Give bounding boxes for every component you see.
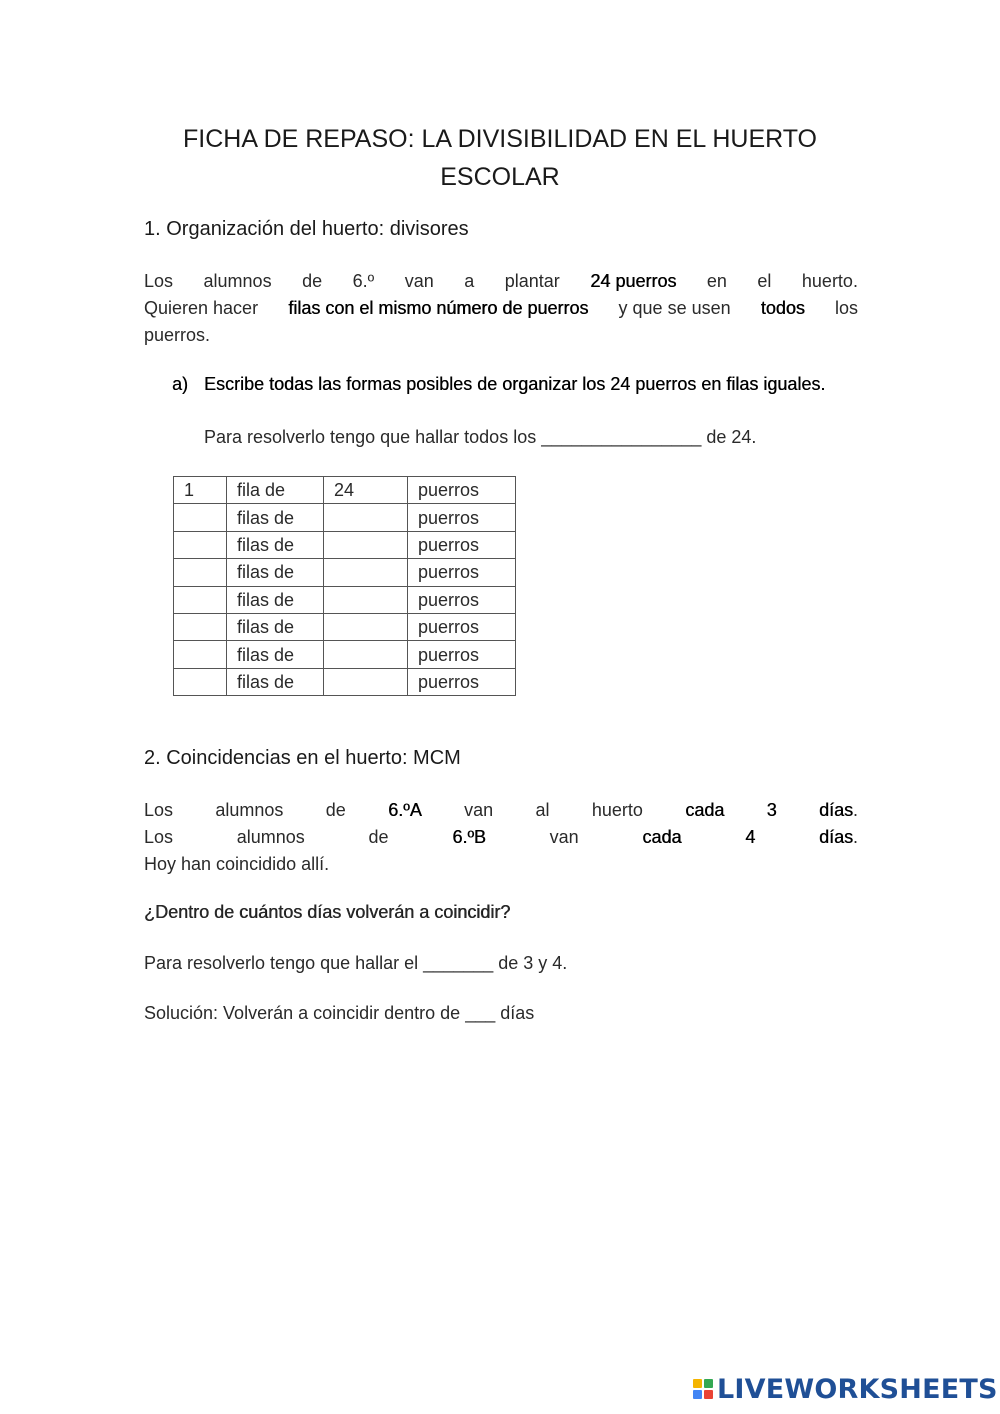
row-label-cell: fila de [227, 477, 324, 504]
solution-line: Solución: Volverán a coincidir dentro de ___ días [144, 1003, 535, 1023]
row-count-cell [174, 641, 227, 668]
highlight-filas: filas con el mismo número de puerros [288, 298, 589, 318]
table-row [174, 641, 516, 668]
s2-line-2: Los alumnos de 6.ºB van cada 4 días. [144, 824, 858, 851]
row-count-cell: 1 [174, 477, 227, 504]
mcm-hint: Para resolverlo tengo que hallar el _______ de 3 y 4. [144, 953, 568, 973]
highlight-24-puerros: 24 puerros [590, 271, 677, 291]
row-label-cell: filas de [227, 613, 324, 640]
row-count-cell [174, 531, 227, 558]
row-amount-cell [324, 586, 408, 613]
row-unit-cell: puerros [408, 668, 516, 695]
paragraph-line-1: Los alumnos de 6.º van a plantar 24 puerros en el huerto. [144, 268, 858, 295]
paragraph-line-2: Quieren hacer filas con el mismo número de puerros y que se usen todos los [144, 295, 858, 322]
title-line-1: FICHA DE REPASO: LA DIVISIBILIDAD EN EL HUERTO [183, 125, 817, 153]
table-row [174, 668, 516, 695]
row-count-cell [174, 559, 227, 586]
row-count-cell [174, 668, 227, 695]
title-line-2: ESCOLAR [440, 163, 560, 191]
liveworksheets-mark-icon [693, 1379, 713, 1399]
row-unit-cell: puerros [408, 641, 516, 668]
row-amount-cell [324, 641, 408, 668]
paragraph-line-3: puerros. [144, 325, 211, 345]
highlight-6b: 6.ºB [452, 827, 486, 847]
row-count-cell [174, 586, 227, 613]
row-label-cell: filas de [227, 559, 324, 586]
table-row [174, 531, 516, 558]
s2-line-1: Los alumnos de 6.ºA van al huerto cada 3 días. [144, 797, 858, 824]
row-amount-cell [324, 613, 408, 640]
row-amount-cell [324, 668, 408, 695]
section-1-heading: 1. Organización del huerto: divisores [144, 218, 469, 240]
table-row [174, 477, 516, 504]
row-label-cell: filas de [227, 586, 324, 613]
highlight-6a: 6.ºA [388, 800, 422, 820]
divisors-hint: Para resolverlo tengo que hallar todos los ________________ de 24. [204, 427, 757, 447]
row-count-cell [174, 504, 227, 531]
row-label-cell: filas de [227, 504, 324, 531]
logo-text: LIVEWORKSHEETS [717, 1373, 998, 1405]
section-2-question: ¿Dentro de cuántos días volverán a coincidir? [144, 902, 511, 922]
liveworksheets-logo [693, 1374, 998, 1404]
section-1-paragraph [144, 268, 858, 349]
table-row [174, 504, 516, 531]
s2-line-3: Hoy han coincidido allí. [144, 854, 330, 874]
highlight-todos: todos [760, 298, 805, 318]
section-2-paragraph [144, 797, 858, 878]
row-amount-cell [324, 504, 408, 531]
row-unit-cell: puerros [408, 477, 516, 504]
row-unit-cell: puerros [408, 559, 516, 586]
rows-table [173, 476, 516, 696]
row-unit-cell: puerros [408, 586, 516, 613]
row-unit-cell: puerros [408, 531, 516, 558]
row-unit-cell: puerros [408, 504, 516, 531]
table-row [174, 559, 516, 586]
row-label-cell: filas de [227, 668, 324, 695]
row-count-cell [174, 613, 227, 640]
row-label-cell: filas de [227, 641, 324, 668]
table-row [174, 613, 516, 640]
question-a-label: a) [172, 374, 189, 394]
section-2-heading: 2. Coincidencias en el huerto: MCM [144, 747, 461, 769]
row-amount-cell [324, 531, 408, 558]
row-amount-cell [324, 559, 408, 586]
table-row [174, 586, 516, 613]
row-amount-cell: 24 [324, 477, 408, 504]
question-a [172, 374, 825, 395]
row-unit-cell: puerros [408, 613, 516, 640]
worksheet-title [150, 120, 850, 196]
row-label-cell: filas de [227, 531, 324, 558]
question-a-text: Escribe todas las formas posibles de organizar los 24 puerros en filas iguales. [204, 374, 826, 394]
